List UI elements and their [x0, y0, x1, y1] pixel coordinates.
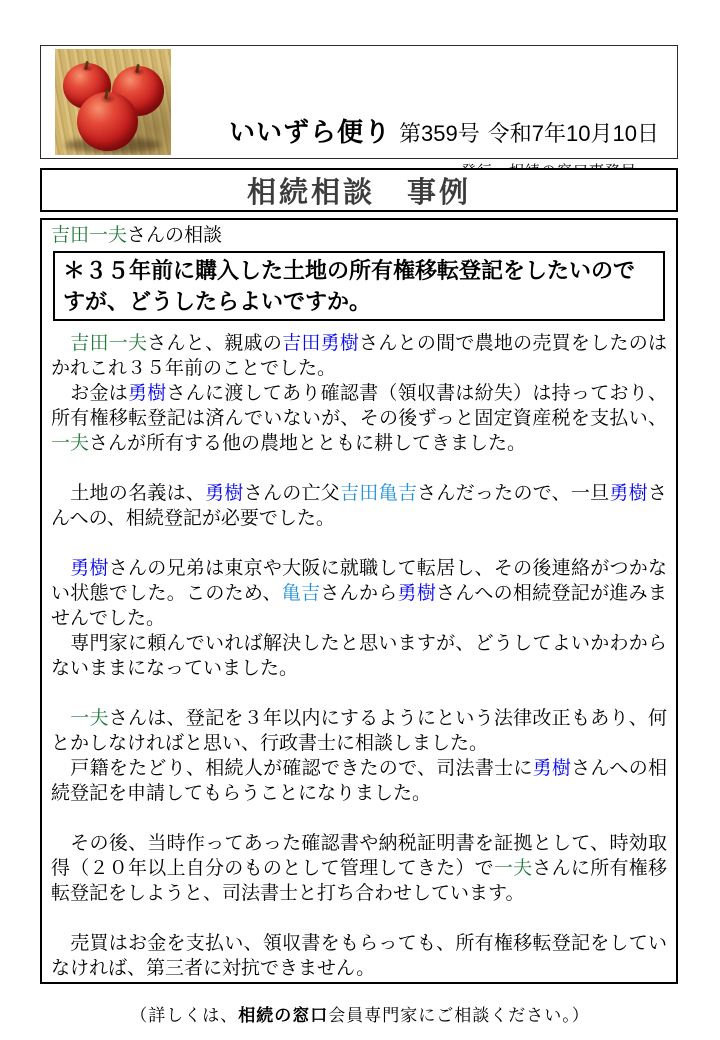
text-segment: さんに渡してあり確認書（領収書は紛失）は持っており、所有権移転登記は済んでいないが、その後ずっと固定資産税を支払い、	[51, 383, 667, 429]
text-segment: さんと、親戚の	[147, 333, 283, 354]
body-paragraph	[51, 981, 667, 984]
text-segment: さんに所有権移転登記をしようと、司法書士と打ち合わせしています。	[51, 858, 667, 904]
person-name: 吉田一夫	[51, 225, 128, 246]
apple-front	[77, 92, 138, 151]
article-body	[40, 218, 678, 984]
apples-photo	[55, 49, 171, 155]
text-segment: 土地の名義は、	[51, 483, 206, 504]
text-segment: 相続の窓口	[238, 1006, 329, 1025]
text-segment	[51, 983, 659, 984]
person-name: 勇樹	[397, 583, 437, 604]
body-paragraph	[51, 756, 667, 806]
person-name: 勇樹	[532, 758, 572, 779]
issue-number: 第359号	[399, 121, 480, 146]
consultation-heading	[51, 223, 667, 249]
header	[40, 45, 678, 159]
body-paragraph	[51, 706, 667, 756]
text-segment: さんから	[320, 583, 398, 604]
body-paragraph	[51, 381, 667, 456]
apple-dimple	[81, 65, 93, 72]
footer-note	[0, 1001, 720, 1026]
text-segment	[51, 558, 70, 579]
person-name: 勇樹	[70, 558, 109, 579]
person-name: 吉田勇樹	[282, 333, 360, 354]
body-paragraph	[51, 631, 667, 681]
banner-title: 相続相談 事例	[246, 176, 471, 209]
text-segment: さんへの相続登記を申請してもらうことになりました。	[51, 758, 667, 804]
text-segment: さんの兄弟は東京や大阪に就職して転居し、その後連絡がつかない状態でした。このため、	[51, 558, 667, 604]
text-segment: お金は	[51, 383, 129, 404]
newsletter-title: いいずら便り	[229, 117, 392, 147]
text-segment: その後、当時作ってあった確認書や納税証明書を証拠として、時効取得（２０年以上自分のものとして管理してきた）で	[51, 833, 667, 879]
issue-date: 令和7年10月10日	[487, 121, 659, 146]
section-banner	[40, 168, 678, 212]
person-name: 亀吉	[281, 583, 321, 604]
person-name: 勇樹	[609, 483, 648, 504]
text-segment: さんは、登記を３年以内にするようにという法律改正もあり、何とかしなければと思い、行政書士に相談しました。	[51, 708, 667, 754]
text-segment: 戸籍をたどり、相続人が確認できたので、司法書士に	[51, 758, 533, 779]
question-text: ＊３５年前に購入した土地の所有権移転登記をしたいのですが、どうしたらよいですか。	[63, 258, 636, 314]
apple-dimple	[100, 94, 116, 103]
person-name: 勇樹	[205, 483, 244, 504]
person-name: 勇樹	[128, 383, 167, 404]
text-segment: さんとの間で農地の売買をしたのはかれこれ３５年前のことでした。	[51, 333, 667, 379]
text-segment: さんへの相続登記が進みませんでした。	[51, 583, 667, 629]
person-name: 一夫	[51, 433, 90, 454]
question-box	[53, 251, 665, 321]
body-paragraph	[51, 331, 667, 381]
person-name: 一夫	[70, 708, 109, 729]
text-segment: 会員専門家にご相談ください。）	[328, 1006, 590, 1025]
person-name: 吉田一夫	[70, 333, 148, 354]
text-segment	[51, 333, 70, 354]
text-segment: さんへの、相続登記が必要でした。	[51, 483, 667, 529]
body-paragraph	[51, 931, 667, 981]
text-segment	[51, 708, 70, 729]
apple-dimple	[132, 68, 146, 76]
text-segment: さんだったので、一旦	[417, 483, 610, 504]
text-segment: さんの亡父	[243, 483, 341, 504]
body-paragraph	[51, 556, 667, 631]
body-paragraph	[51, 831, 667, 906]
text-segment: （詳しくは、	[130, 1006, 239, 1025]
text-segment: 売買はお金を支払い、領収書をもらっても、所有権移転登記をしていなければ、第三者に対抗できません。	[51, 933, 667, 979]
person-name: 一夫	[493, 858, 533, 879]
text-segment: さんの相談	[127, 225, 223, 246]
text-segment: 専門家に頼んでいれば解決したと思いますが、どうしてよいかわからないままになっていました。	[51, 633, 667, 679]
person-name: 吉田亀吉	[340, 483, 418, 504]
masthead	[219, 112, 669, 149]
text-segment: さんが所有する他の農地とともに耕してきました。	[89, 433, 527, 454]
body-paragraph	[51, 481, 667, 531]
